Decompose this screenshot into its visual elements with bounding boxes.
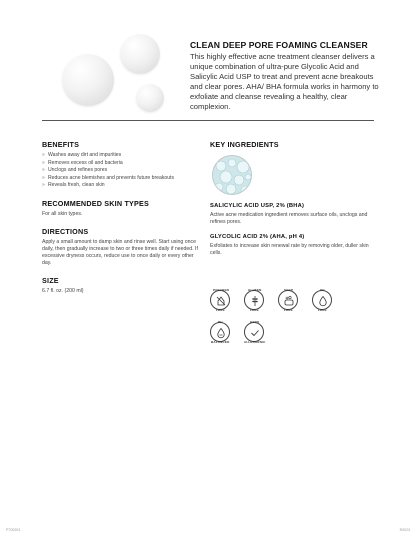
badge-bottom-label: FREE [284, 308, 293, 312]
feature-badges [204, 288, 344, 378]
size-heading: SIZE [42, 275, 59, 285]
oil-free-icon [312, 290, 332, 310]
list-item: » Reveals fresh, clean skin [42, 182, 105, 189]
badge-bottom-label: FREE [250, 308, 259, 312]
footer-code-right: R0023 [399, 528, 410, 532]
list-item: » Reduces acne blemishes and prevents future breakouts [42, 174, 175, 181]
ingredient-bubbles-icon [213, 156, 252, 195]
product-title: CLEAN DEEP PORE FOAMING CLEANSER [190, 40, 368, 50]
list-item: » Removes excess oil and bacteria [42, 159, 123, 166]
product-description: This highly effective acne treatment cleanser delivers a unique combination of ultra-pure Glycolic Acid and Salicylic Acid USP to treat and prevent acne breakouts and clear pores. AHA/ BHA formula works in harmony to exfoliate and cleanse revealing a healthy, clear complexion. [190, 52, 379, 112]
badge-top-label: PARABEN [213, 288, 230, 292]
badge-top-label: OIL [320, 288, 326, 292]
ingredient-text: Exfoliates to increase skin renewal rate by removing older, duller skin cells. [210, 243, 369, 256]
badge-bottom-label: ALLERGENIC [244, 340, 266, 344]
size-section [42, 276, 200, 295]
paraben-free-icon [210, 290, 230, 310]
gluten-free-icon [244, 290, 264, 310]
badge-bottom-label: FREE [216, 308, 225, 312]
benefits-heading: BENEFITS [42, 140, 80, 149]
bullet-icon: » [42, 159, 45, 166]
soap-free-icon [278, 290, 298, 310]
right-column [210, 140, 378, 257]
badge-top-label: PH [218, 320, 223, 324]
size-text: 6.7 fl. oz. (200 ml) [42, 287, 84, 294]
ingredient-name: GLYCOLIC ACID 2% (AHA, pH 4) [210, 234, 305, 240]
ingredient-glycolic [210, 234, 378, 257]
ph-balanced-icon [210, 322, 230, 342]
badge-top-label: HYPO [250, 320, 260, 324]
hypoallergenic-icon [244, 322, 264, 342]
left-column [42, 140, 200, 295]
bubble-large [62, 54, 114, 106]
skin-types-heading: RECOMMENDED SKIN TYPES [42, 198, 150, 208]
benefits-list [42, 152, 200, 190]
skin-types-text: For all skin types. [42, 210, 83, 217]
bullet-icon: » [42, 167, 45, 174]
directions-heading: DIRECTIONS [42, 226, 89, 236]
directions-section [42, 227, 200, 267]
badge-top-label: GLUTEN [248, 288, 262, 292]
bubble-medium [120, 34, 160, 74]
badge-bottom-label: BALANCED [211, 340, 230, 344]
list-item: » Washes away dirt and impurities [42, 152, 122, 158]
footer-code-left: PT00203 [6, 528, 21, 532]
bubble-small [136, 84, 164, 112]
bullet-icon: » [42, 152, 45, 158]
benefits-section [42, 140, 200, 190]
list-item: » Unclogs and refines pores [42, 167, 108, 174]
ingredient-name: SALICYLIC ACID USP, 2% (BHA) [210, 203, 305, 209]
product-hero [190, 40, 380, 113]
key-ingredients-heading: KEY INGREDIENTS [210, 140, 279, 149]
bullet-icon: » [42, 174, 45, 181]
ingredient-text: Active acne medication ingredient removes surface oils, unclogs and refines pores. [210, 212, 368, 225]
directions-text: Apply a small amount to damp skin and rinse well. Start using once daily, then gradually increase to two or three times daily if needed. If excessive dryness occurs, reduce use to once daily or every other day. [42, 238, 198, 266]
section-divider [42, 120, 374, 121]
product-bubbles-image [40, 28, 180, 124]
badge-bottom-label: FREE [318, 308, 327, 312]
ingredient-salicylic [210, 203, 378, 226]
skin-types-section [42, 199, 200, 218]
ingredient-image [212, 155, 252, 195]
bullet-icon: » [42, 182, 45, 189]
badge-top-label: SOAP [284, 288, 294, 292]
